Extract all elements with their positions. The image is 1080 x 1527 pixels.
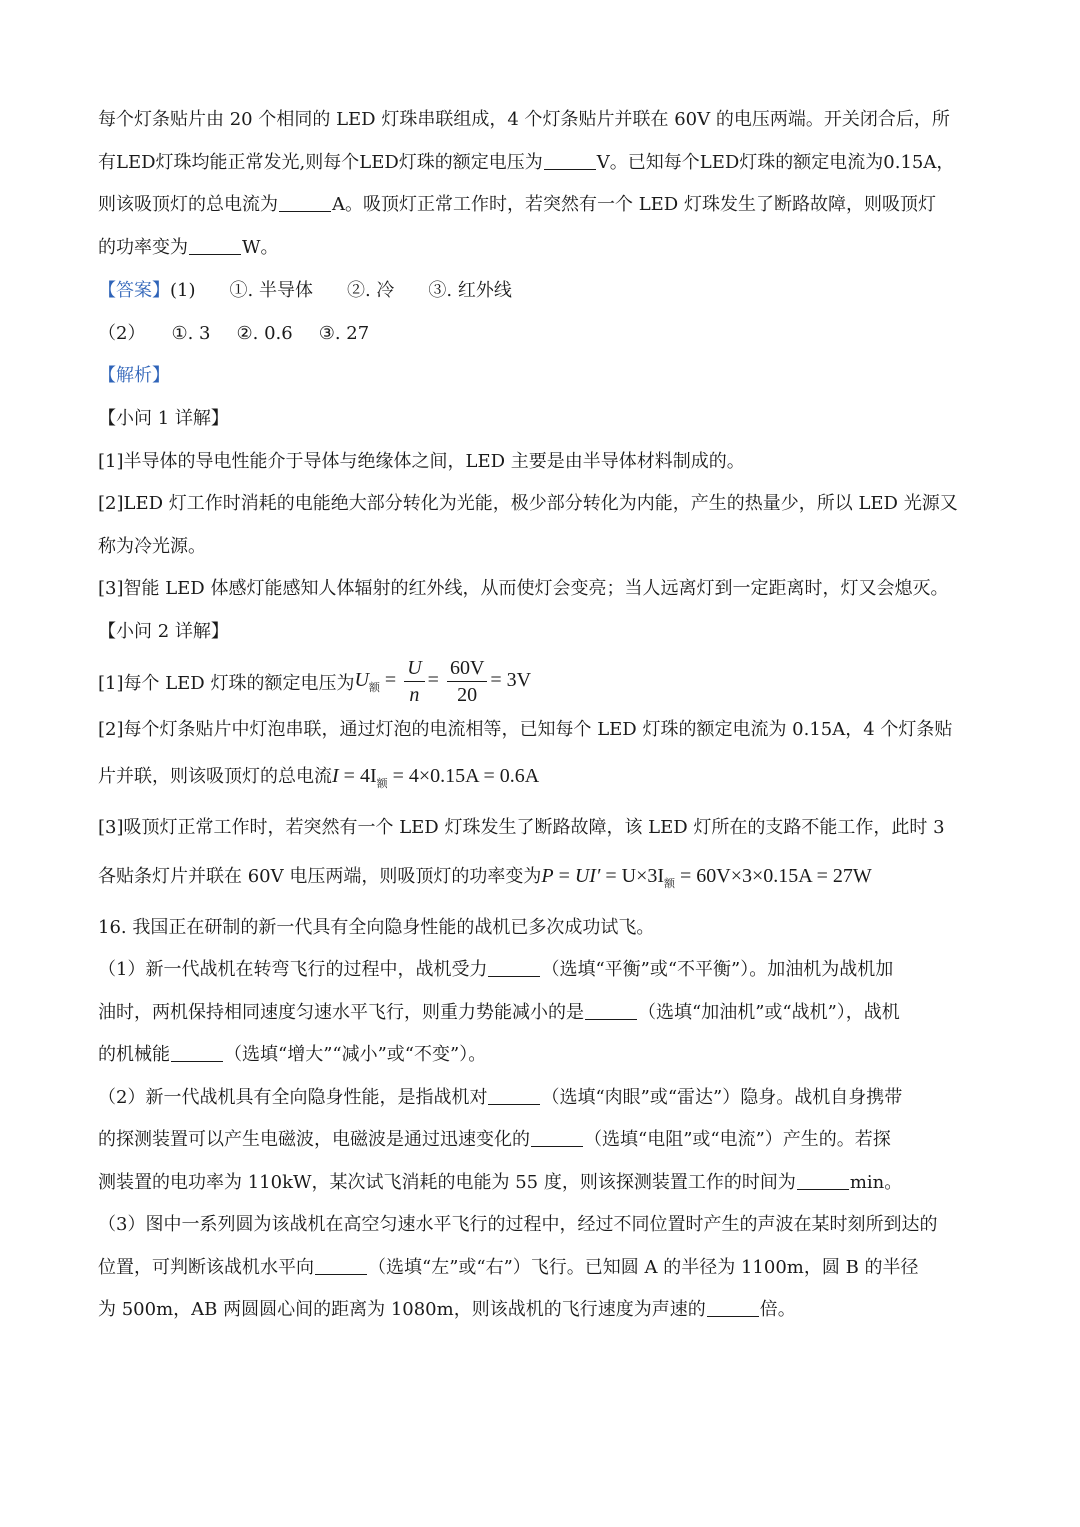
q2-text-2b: 片并联，则该吸顶灯的总电流 (98, 766, 332, 787)
intro-line-2 (98, 151, 988, 175)
q2-text-3b: 各贴条灯片并联在 60V 电压两端，则吸顶灯的功率变为 (98, 866, 542, 887)
q16-text: 倍。 (759, 1299, 796, 1320)
q2-text-1: [1]每个 LED 灯珠的额定电压为 (98, 673, 355, 694)
q16-stem-text: 16. 我国正在研制的新一代具有全向隐身性能的战机已多次成功试飞。 (98, 917, 655, 938)
fraction-numerator: 60V (447, 655, 487, 682)
q2-text-3a: [3]吸顶灯正常工作时，若突然有一个 LED 灯珠发生了断路故障，该 LED 灯所在的支路不能工作，此时 3 (98, 817, 945, 838)
q16-text: （选填“电阻”或“电流”）产生的。若探 (584, 1129, 891, 1150)
intro-text-1: 每个灯条贴片由 20 个相同的 LED 灯珠串联组成，4 个灯条贴片并联在 60V 的电压两端。开关闭合后，所 (98, 109, 950, 130)
answer-blank[interactable] (488, 958, 540, 977)
answer-part1-label: (1) (170, 280, 196, 301)
q16-text: 测装置的电功率为 110kW，某次试飞消耗的电能为 55 度，则该探测装置工作的时间为 (98, 1172, 796, 1193)
q1-text-3: [3]智能 LED 体感灯能感知人体辐射的红外线，从而使灯会变亮；当人远离灯到一定距离时，灯又会熄灭。 (98, 578, 949, 599)
q16-p1-line-2 (98, 1001, 988, 1025)
q16-text: （选填“左”或“右”）飞行。已知圆 A 的半径为 1100m，圆 B 的半径 (368, 1257, 919, 1278)
answer-item: ②. 冷 (346, 280, 395, 301)
q1-line-3 (98, 535, 988, 559)
q2-line-3 (98, 764, 988, 796)
fraction-denominator: 20 (457, 683, 478, 706)
intro-text-2a: 有LED灯珠均能正常发光,则每个LED灯珠的额定电压为 (98, 152, 543, 173)
answer-item: ②. 0.6 (236, 323, 293, 344)
symbol-u: U (354, 669, 369, 691)
answer-blank[interactable] (797, 1171, 849, 1190)
formula-term: U×3I (621, 865, 665, 887)
q2-line-4 (98, 816, 988, 840)
answer-tag: 【答案】 (98, 280, 170, 301)
symbol-i: I (332, 765, 339, 787)
q2-text-2a: [2]每个灯条贴片中灯泡串联，通过灯泡的电流相等，已知每个 LED 灯珠的额定电流为 0.15A，4 个灯条贴 (98, 719, 953, 740)
q16-p3-line-1 (98, 1213, 988, 1237)
answer-blank[interactable] (585, 1001, 637, 1020)
q1-line-4 (98, 577, 988, 601)
formula-current: $I = 4I_额 = 4\times 0.15A = 0.6A$ (332, 765, 540, 790)
q16-text: （1）新一代战机在转弯飞行的过程中，战机受力 (98, 959, 488, 980)
q16-text: （选填“加油机”或“战机”），战机 (638, 1002, 900, 1023)
q16-p3-line-3 (98, 1298, 988, 1322)
fraction-denominator: n (409, 683, 420, 706)
answer-blank[interactable] (189, 236, 241, 255)
q16-text: 的探测装置可以产生电磁波，电磁波是通过迅速变化的 (98, 1129, 530, 1150)
intro-text-4b: W。 (242, 237, 279, 258)
q16-text: 为 500m，AB 两圆圆心间的距离为 1080m，则该战机的飞行速度为声速的 (98, 1299, 706, 1320)
q16-p1-line-1 (98, 958, 988, 982)
q16-text: 的机械能 (98, 1044, 170, 1065)
intro-line-1 (98, 108, 988, 132)
q1-text-2b: 称为冷光源。 (98, 536, 206, 557)
q16-text: （选填“平衡”或“不平衡”）。加油机为战机加 (541, 959, 894, 980)
analysis-tag-line (98, 364, 988, 388)
answer-item: ①. 3 (171, 323, 211, 344)
fraction-60v-over-20 (447, 655, 487, 708)
answer-item: ③. 27 (318, 323, 370, 344)
q16-text: （选填“增大”“减小”或“不变”）。 (224, 1044, 487, 1065)
answer-blank[interactable] (531, 1128, 583, 1147)
q2-line-5 (98, 864, 988, 896)
answer-blank[interactable] (315, 1256, 367, 1275)
q2-heading (98, 620, 988, 644)
answer-item: ①. 半导体 (229, 280, 313, 301)
answer-line-2 (98, 322, 988, 346)
answer-blank[interactable] (707, 1298, 759, 1317)
subscript-rated: 额 (376, 778, 388, 790)
intro-text-3b: A。吸顶灯正常工作时，若突然有一个 LED 灯珠发生了断路故障，则吸顶灯 (332, 194, 936, 215)
analysis-tag: 【解析】 (98, 365, 170, 386)
q1-text-1: [1]半导体的导电性能介于导体与绝缘体之间，LED 主要是由半导体材料制成的。 (98, 451, 745, 472)
q16-text: （2）新一代战机具有全向隐身性能，是指战机对 (98, 1087, 488, 1108)
intro-text-3a: 则该吸顶灯的总电流为 (98, 194, 278, 215)
subscript-rated: 额 (664, 878, 676, 890)
q16-p2-line-3 (98, 1171, 988, 1195)
intro-text-4a: 的功率变为 (98, 237, 188, 258)
formula-result: 60V×3×0.15A = 27W (696, 865, 872, 887)
formula-term: UI′ (574, 865, 601, 887)
q1-text-2a: [2]LED 灯工作时消耗的电能绝大部分转化为光能，极少部分转化为内能，产生的热量少，所以 LED 光源又 (98, 493, 958, 514)
q16-text: （选填“肉眼”或“雷达”）隐身。战机自身携带 (541, 1087, 903, 1108)
q1-line-2 (98, 492, 988, 516)
symbol-p: P (541, 865, 554, 887)
answer-blank[interactable] (488, 1086, 540, 1105)
q1-line-1 (98, 450, 988, 474)
formula-result: 3V (506, 669, 532, 691)
answer-blank[interactable] (544, 151, 596, 170)
q1-heading-text: 【小问 1 详解】 (98, 408, 229, 429)
q16-p2-line-1 (98, 1086, 988, 1110)
q16-p2-line-2 (98, 1128, 988, 1152)
intro-line-4 (98, 236, 988, 260)
answer-part2-label: （2） (98, 323, 146, 344)
q16-p3-line-2 (98, 1256, 988, 1280)
q16-p1-line-3 (98, 1043, 988, 1067)
fraction-u-over-n (404, 655, 424, 708)
formula-result: 4×0.15A = 0.6A (408, 765, 540, 787)
subscript-rated: 额 (368, 682, 380, 694)
q1-heading (98, 407, 988, 431)
intro-text-2b: V。已知每个LED灯珠的额定电流为0.15A， (596, 152, 955, 173)
formula-power: $P = UI' = U\times 3I_额 = 60V\times 3\times 0.15A = 27W$ (541, 865, 872, 890)
answer-line-1 (98, 279, 988, 303)
q16-text: 油时，两机保持相同速度匀速水平飞行，则重力势能减小的是 (98, 1002, 584, 1023)
answer-blank[interactable] (171, 1043, 223, 1062)
q16-stem (98, 916, 988, 940)
fraction-numerator: U (404, 655, 424, 682)
intro-line-3 (98, 193, 988, 217)
q2-line-1 (98, 652, 988, 708)
q16-text: 位置，可判断该战机水平向 (98, 1257, 314, 1278)
answer-item: ③. 红外线 (428, 280, 512, 301)
formula-voltage: $U_额$ = $\frac{U}{n}$ = $\frac{60V}{20}$ = 3V (354, 656, 532, 706)
q2-heading-text: 【小问 2 详解】 (98, 621, 229, 642)
q2-line-2 (98, 718, 988, 742)
answer-blank[interactable] (279, 193, 331, 212)
q16-text: （3）图中一系列圆为该战机在高空匀速水平飞行的过程中，经过不同位置时产生的声波在某时刻所到达的 (98, 1214, 938, 1235)
q16-text: min。 (849, 1172, 903, 1193)
formula-term: 4I (359, 765, 377, 787)
